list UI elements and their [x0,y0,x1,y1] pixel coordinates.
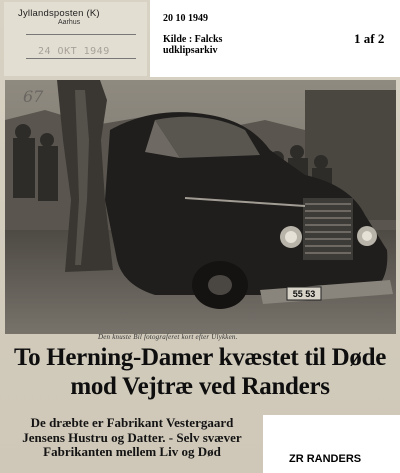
stamp-underline [26,58,136,59]
handwritten-number: 67 [23,87,44,106]
stamp-city: Aarhus [58,19,81,26]
subheadline-line-3: Fabrikanten mellem Liv og Død [43,444,221,459]
subheadline [2,416,262,460]
subheadline-line-2: Jensens Hustru og Datter. - Selv svæver [22,429,242,445]
headline-line-1: To Herning-Damer kvæstet til Døde [13,344,387,371]
stamp-divider [26,34,136,35]
archive-tag-text: ZR RANDERS [289,453,362,465]
page-counter: 1 af 2 [354,31,385,46]
licence-plate: 55 53 [292,289,316,299]
accident-photo [5,80,396,334]
archive-tag [263,415,400,473]
newspaper-stamp [4,2,147,76]
archive-source: Kilde : Falcks udklipsarkiv [163,34,223,56]
archive-date: 20 10 1949 [163,13,208,24]
stamp-newspaper-name: Jyllandsposten (K) [18,8,100,19]
headline [2,343,398,401]
photo-caption: Den knuste Bil fotograferet kort efter Ulykken. [98,333,238,341]
subheadline-line-1: De dræbte er Fabrikant Vestergaard [30,415,234,430]
stamp-date: 24 OKT 1949 [38,46,110,57]
archive-label [150,0,400,77]
headline-line-2: mod Vejtræ ved Randers [70,373,330,400]
